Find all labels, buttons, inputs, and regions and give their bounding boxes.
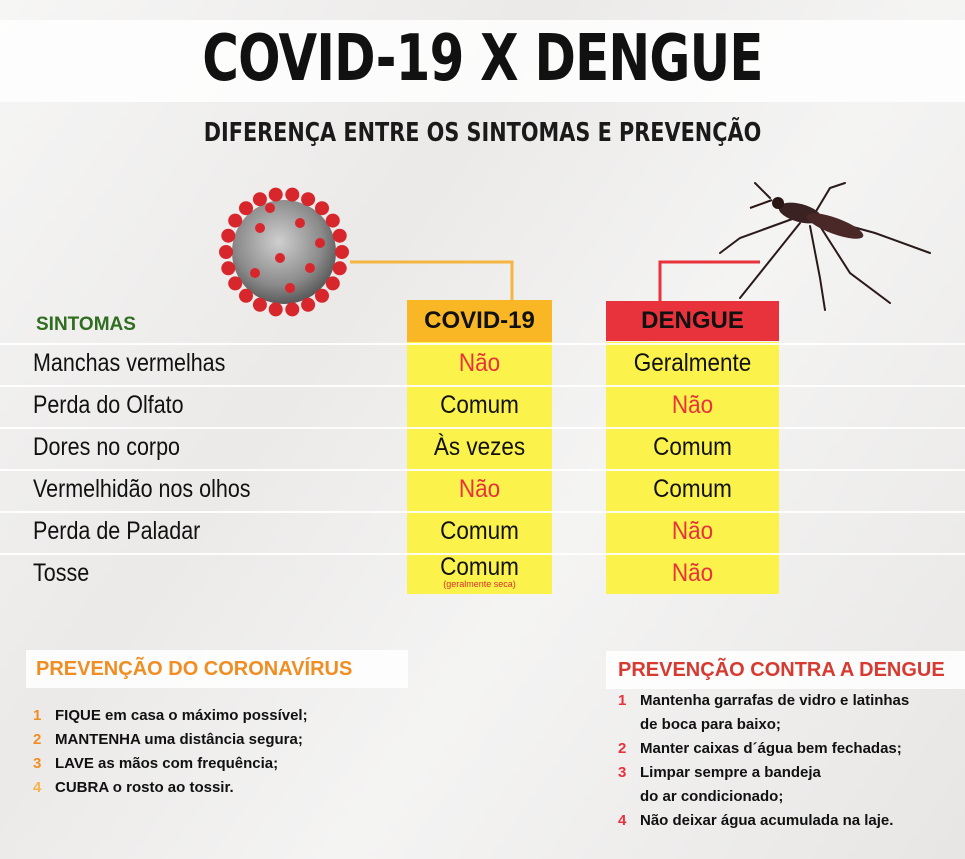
dengue-prevention-title: PREVENÇÃO CONTRA A DENGUE [606, 651, 965, 689]
symptom-name: Tosse [33, 559, 90, 587]
table-row [0, 511, 965, 553]
covid-value: Comum [440, 517, 519, 545]
dengue-value: Não [671, 391, 714, 419]
table-row [0, 343, 965, 385]
dengue-value: Comum [653, 475, 732, 503]
dengue-value: Não [671, 559, 714, 587]
symptom-name: Perda de Paladar [33, 517, 201, 545]
covid-prevention-list [33, 704, 308, 800]
list-item: 2 Manter caixas d´água bem fechadas; [618, 740, 902, 757]
list-item: 3 LAVE as mãos com frequência; [33, 755, 279, 772]
page-subtitle: DIFERENÇA ENTRE OS SINTOMAS E PREVENÇÃO [203, 118, 762, 148]
list-item-continued: de boca para baixo; [640, 716, 781, 733]
mosquito-icon [700, 178, 940, 313]
table-row [0, 427, 965, 469]
dengue-value: Geralmente [633, 349, 752, 377]
list-item: 3 Limpar sempre a bandeja [618, 764, 821, 781]
dengue-value: Comum [653, 433, 732, 461]
covid-value: Comum [440, 553, 519, 581]
list-item: 4 Não deixar água acumulada na laje. [618, 812, 894, 829]
symptom-name: Vermelhidão nos olhos [33, 475, 251, 503]
page-title: COVID-19 X DENGUE [202, 22, 763, 96]
dengue-value: Não [671, 517, 714, 545]
dengue-prevention-list [618, 689, 909, 833]
list-item: 4 CUBRA o rosto ao tossir. [33, 779, 234, 796]
tosse-note: (geralmente seca) [443, 579, 516, 589]
symptom-name: Dores no corpo [33, 433, 181, 461]
table-row [0, 385, 965, 427]
covid-value: Às vezes [433, 433, 526, 461]
covid-value: Comum [440, 391, 519, 419]
covid-value: Não [458, 349, 501, 377]
sintomas-label: SINTOMAS [36, 314, 136, 335]
table-row [0, 469, 965, 511]
covid-value: Não [458, 475, 501, 503]
symptom-name: Manchas vermelhas [33, 349, 226, 377]
list-item: 1 FIQUE em casa o máximo possível; [33, 707, 308, 724]
dengue-column-header: DENGUE [606, 301, 779, 341]
list-item-continued: do ar condicionado; [640, 788, 784, 805]
list-item: 2 MANTENHA uma distância segura; [33, 731, 303, 748]
covid-prevention-title: PREVENÇÃO DO CORONAVÍRUS [26, 650, 408, 688]
list-item: 1 Mantenha garrafas de vidro e latinhas [618, 692, 910, 709]
symptom-name: Perda do Olfato [33, 391, 184, 419]
covid-column-header: COVID-19 [407, 300, 552, 342]
coronavirus-icon [210, 178, 358, 326]
